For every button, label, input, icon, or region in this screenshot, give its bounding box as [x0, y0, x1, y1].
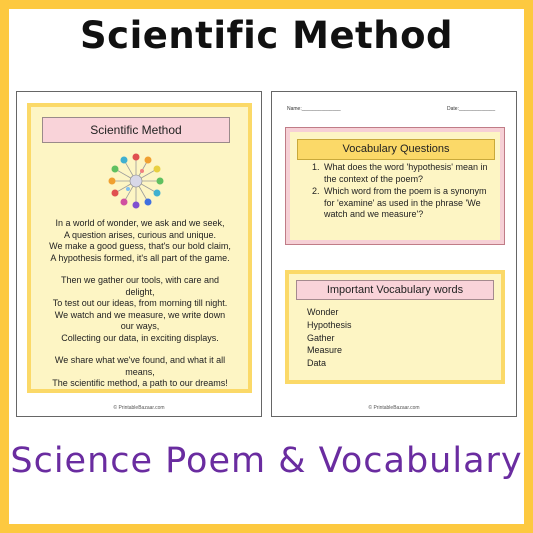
poem-line: To test out our ideas, from morning till night. — [52, 298, 228, 308]
vocab-list — [307, 306, 352, 370]
cover-title: Scientific Method — [79, 14, 453, 57]
poem-line: delight, — [125, 286, 155, 297]
poem-stanza — [37, 355, 243, 390]
question-item: 2. Which word from the poem is a synonym for 'examine' as used in the phrase 'We watch and we measure'? — [322, 186, 494, 221]
poem-card — [27, 103, 252, 393]
poem-line: our ways, — [120, 321, 160, 331]
poem-line: We share what we've found, and what it all — [54, 355, 226, 365]
poem-text — [37, 218, 243, 401]
vocab-word: Gather — [307, 332, 335, 343]
poem-line: A question arises, curious and unique. — [63, 229, 217, 240]
cover-subtitle: Science Poem & Vocabulary — [10, 441, 523, 481]
poem-line: We make a good guess, that's our bold claim, — [49, 241, 231, 251]
questions-box-inner — [290, 132, 500, 240]
poem-stanza — [37, 218, 243, 264]
poem-stanza — [37, 275, 243, 344]
questions-title: Vocabulary Questions — [297, 139, 495, 160]
molecule-icon — [108, 153, 164, 209]
question-item: 1. What does the word 'hypothesis' mean in the context of the poem? — [322, 162, 494, 185]
worksheet-page — [271, 91, 517, 417]
vocab-box — [285, 270, 505, 384]
poem-page — [16, 91, 262, 417]
vocab-title: Important Vocabulary words — [296, 280, 494, 300]
questions-box — [285, 127, 505, 245]
copyright-footer: © PrintableBazaar.com — [113, 405, 165, 411]
poem-line: In a world of wonder, we ask and we seek, — [55, 218, 225, 228]
poem-line: We watch and we measure, we write down — [54, 309, 226, 320]
name-field-label: Name:______________ — [287, 106, 341, 112]
poem-line: means, — [125, 366, 155, 377]
vocab-word: Wonder — [307, 307, 339, 317]
poem-line: A hypothesis formed, it's all part of the game. — [50, 252, 230, 263]
questions-list — [294, 162, 494, 222]
poem-card-inner — [31, 107, 248, 389]
poem-line: The scientific method, a path to our dreams! — [52, 378, 228, 388]
poem-line: Then we gather our tools, with care and — [60, 275, 220, 285]
vocab-word: Measure — [307, 345, 343, 356]
vocab-word: Hypothesis — [307, 319, 352, 330]
vocab-word: Data — [307, 358, 327, 369]
poem-line: Collecting our data, in exciting displays. — [61, 332, 219, 343]
copyright-footer: © PrintableBazaar.com — [368, 405, 420, 411]
poem-title: Scientific Method — [42, 117, 230, 143]
date-field-label: Date:_____________ — [447, 106, 496, 112]
vocab-box-inner — [289, 274, 501, 380]
